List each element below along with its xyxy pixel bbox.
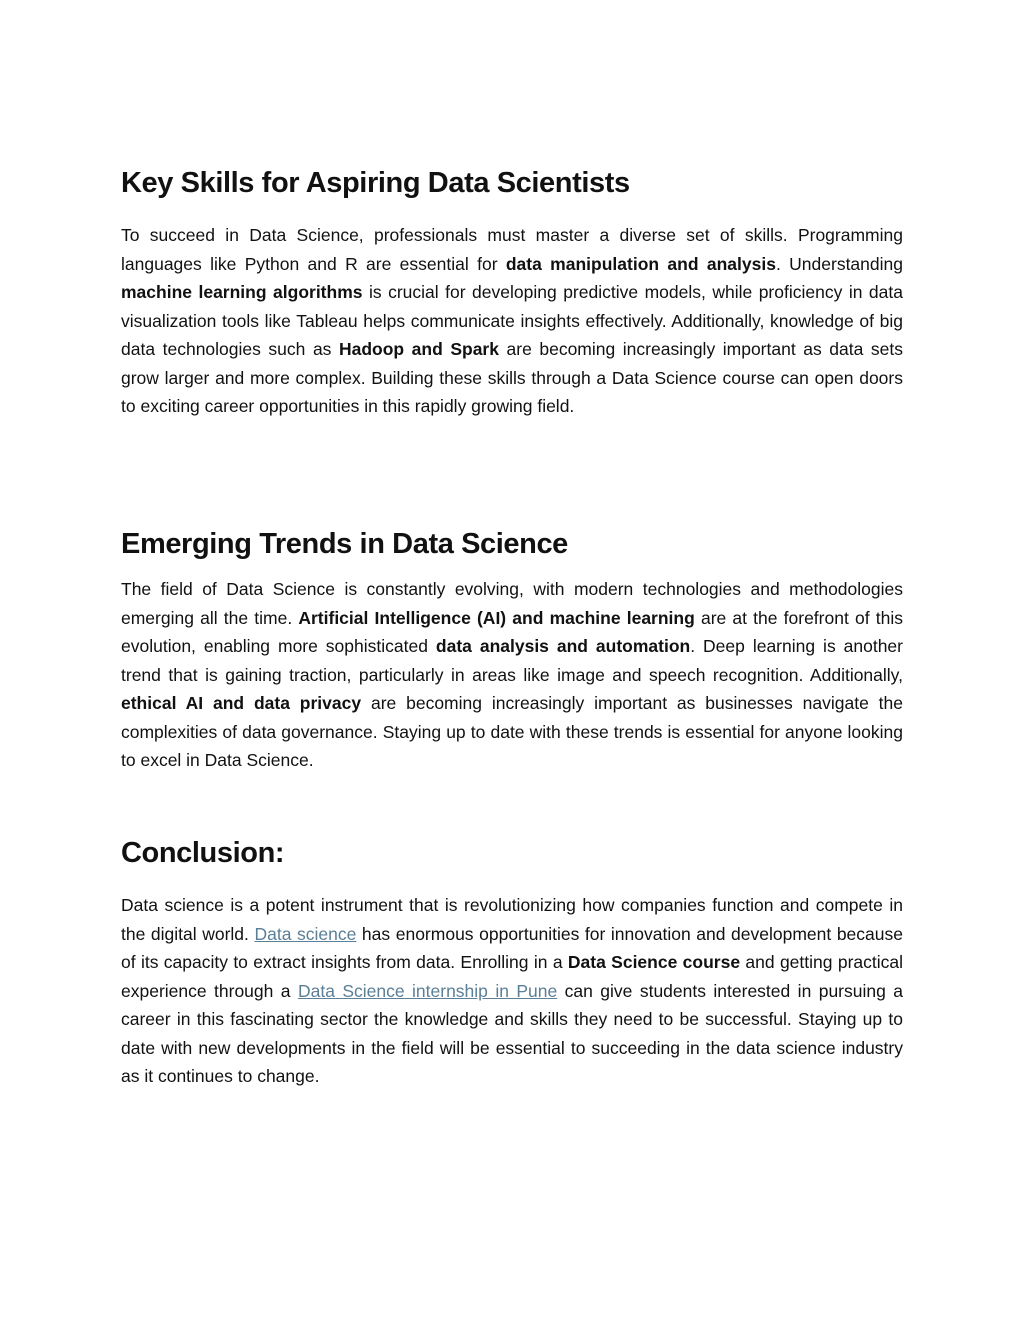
internship-pune-link[interactable]: Data Science internship in Pune [297, 980, 558, 1001]
text-run: The field of Data Science is constantly evolving, with modern technologies and methodologies emerging all the time. [121, 579, 903, 628]
bold-text-run: data analysis and automation [435, 636, 691, 656]
text-run: To succeed in Data Science, professionals must master a diverse set of skills. Programming languages like Python and R are essential for [121, 225, 903, 274]
text-run: is crucial for developing predictive models, while proficiency in data visualization tools like Tableau helps communicate insights effectively. Additionally, knowledge of big data technologies such as [121, 282, 903, 359]
text-run: Data science is a potent instrument that is revolutionizing how companies function and compete in the digital world. [121, 895, 903, 944]
text-run: has enormous opportunities for innovation and development because of its capacity to extract insights from data. Enrolling in a [121, 923, 903, 972]
section-heading-conclusion: Conclusion: [121, 837, 285, 869]
text-run: . Deep learning is another trend that is gaining traction, particularly in areas like image and speech recognition. Additionally, [121, 636, 903, 685]
bold-text-run: machine learning algorithms [121, 282, 363, 302]
text-run: and getting practical experience through a [121, 952, 903, 1001]
section-paragraph-conclusion [121, 891, 903, 1091]
bold-text-run: ethical AI and data privacy [121, 693, 362, 713]
bold-text-run: data manipulation and analysis [505, 253, 776, 274]
bold-text-run: Hadoop and Spark [338, 339, 499, 359]
bold-text-run: Artificial Intelligence (AI) and machine learning [298, 607, 695, 628]
section-paragraph-key-skills [121, 221, 903, 421]
bold-text-run: Data Science course [567, 952, 741, 972]
section-heading-key-skills: Key Skills for Aspiring Data Scientists [121, 167, 630, 199]
section-heading-emerging-trends: Emerging Trends in Data Science [121, 528, 568, 560]
text-run: are becoming increasingly important as data sets grow larger and more complex. Building these skills through a Data Science course can open doors to exciting career opportunities in this rapidly growing field. [121, 339, 903, 416]
text-run: can give students interested in pursuing a career in this fascinating sector the knowledge and skills they need to be successful. Staying up to date with new developments in the field will be essential to succeeding in the data science industry as it continues to change. [121, 980, 903, 1086]
text-run: . Understanding [775, 253, 903, 274]
text-run: are becoming increasingly important as businesses navigate the complexities of data governance. Staying up to date with these trends is essential for anyone looking to excel in Data Science. [121, 693, 903, 770]
data-science-link[interactable]: Data science [254, 923, 357, 944]
section-paragraph-emerging-trends [121, 575, 903, 775]
text-run: are at the forefront of this evolution, enabling more sophisticated [121, 607, 903, 656]
